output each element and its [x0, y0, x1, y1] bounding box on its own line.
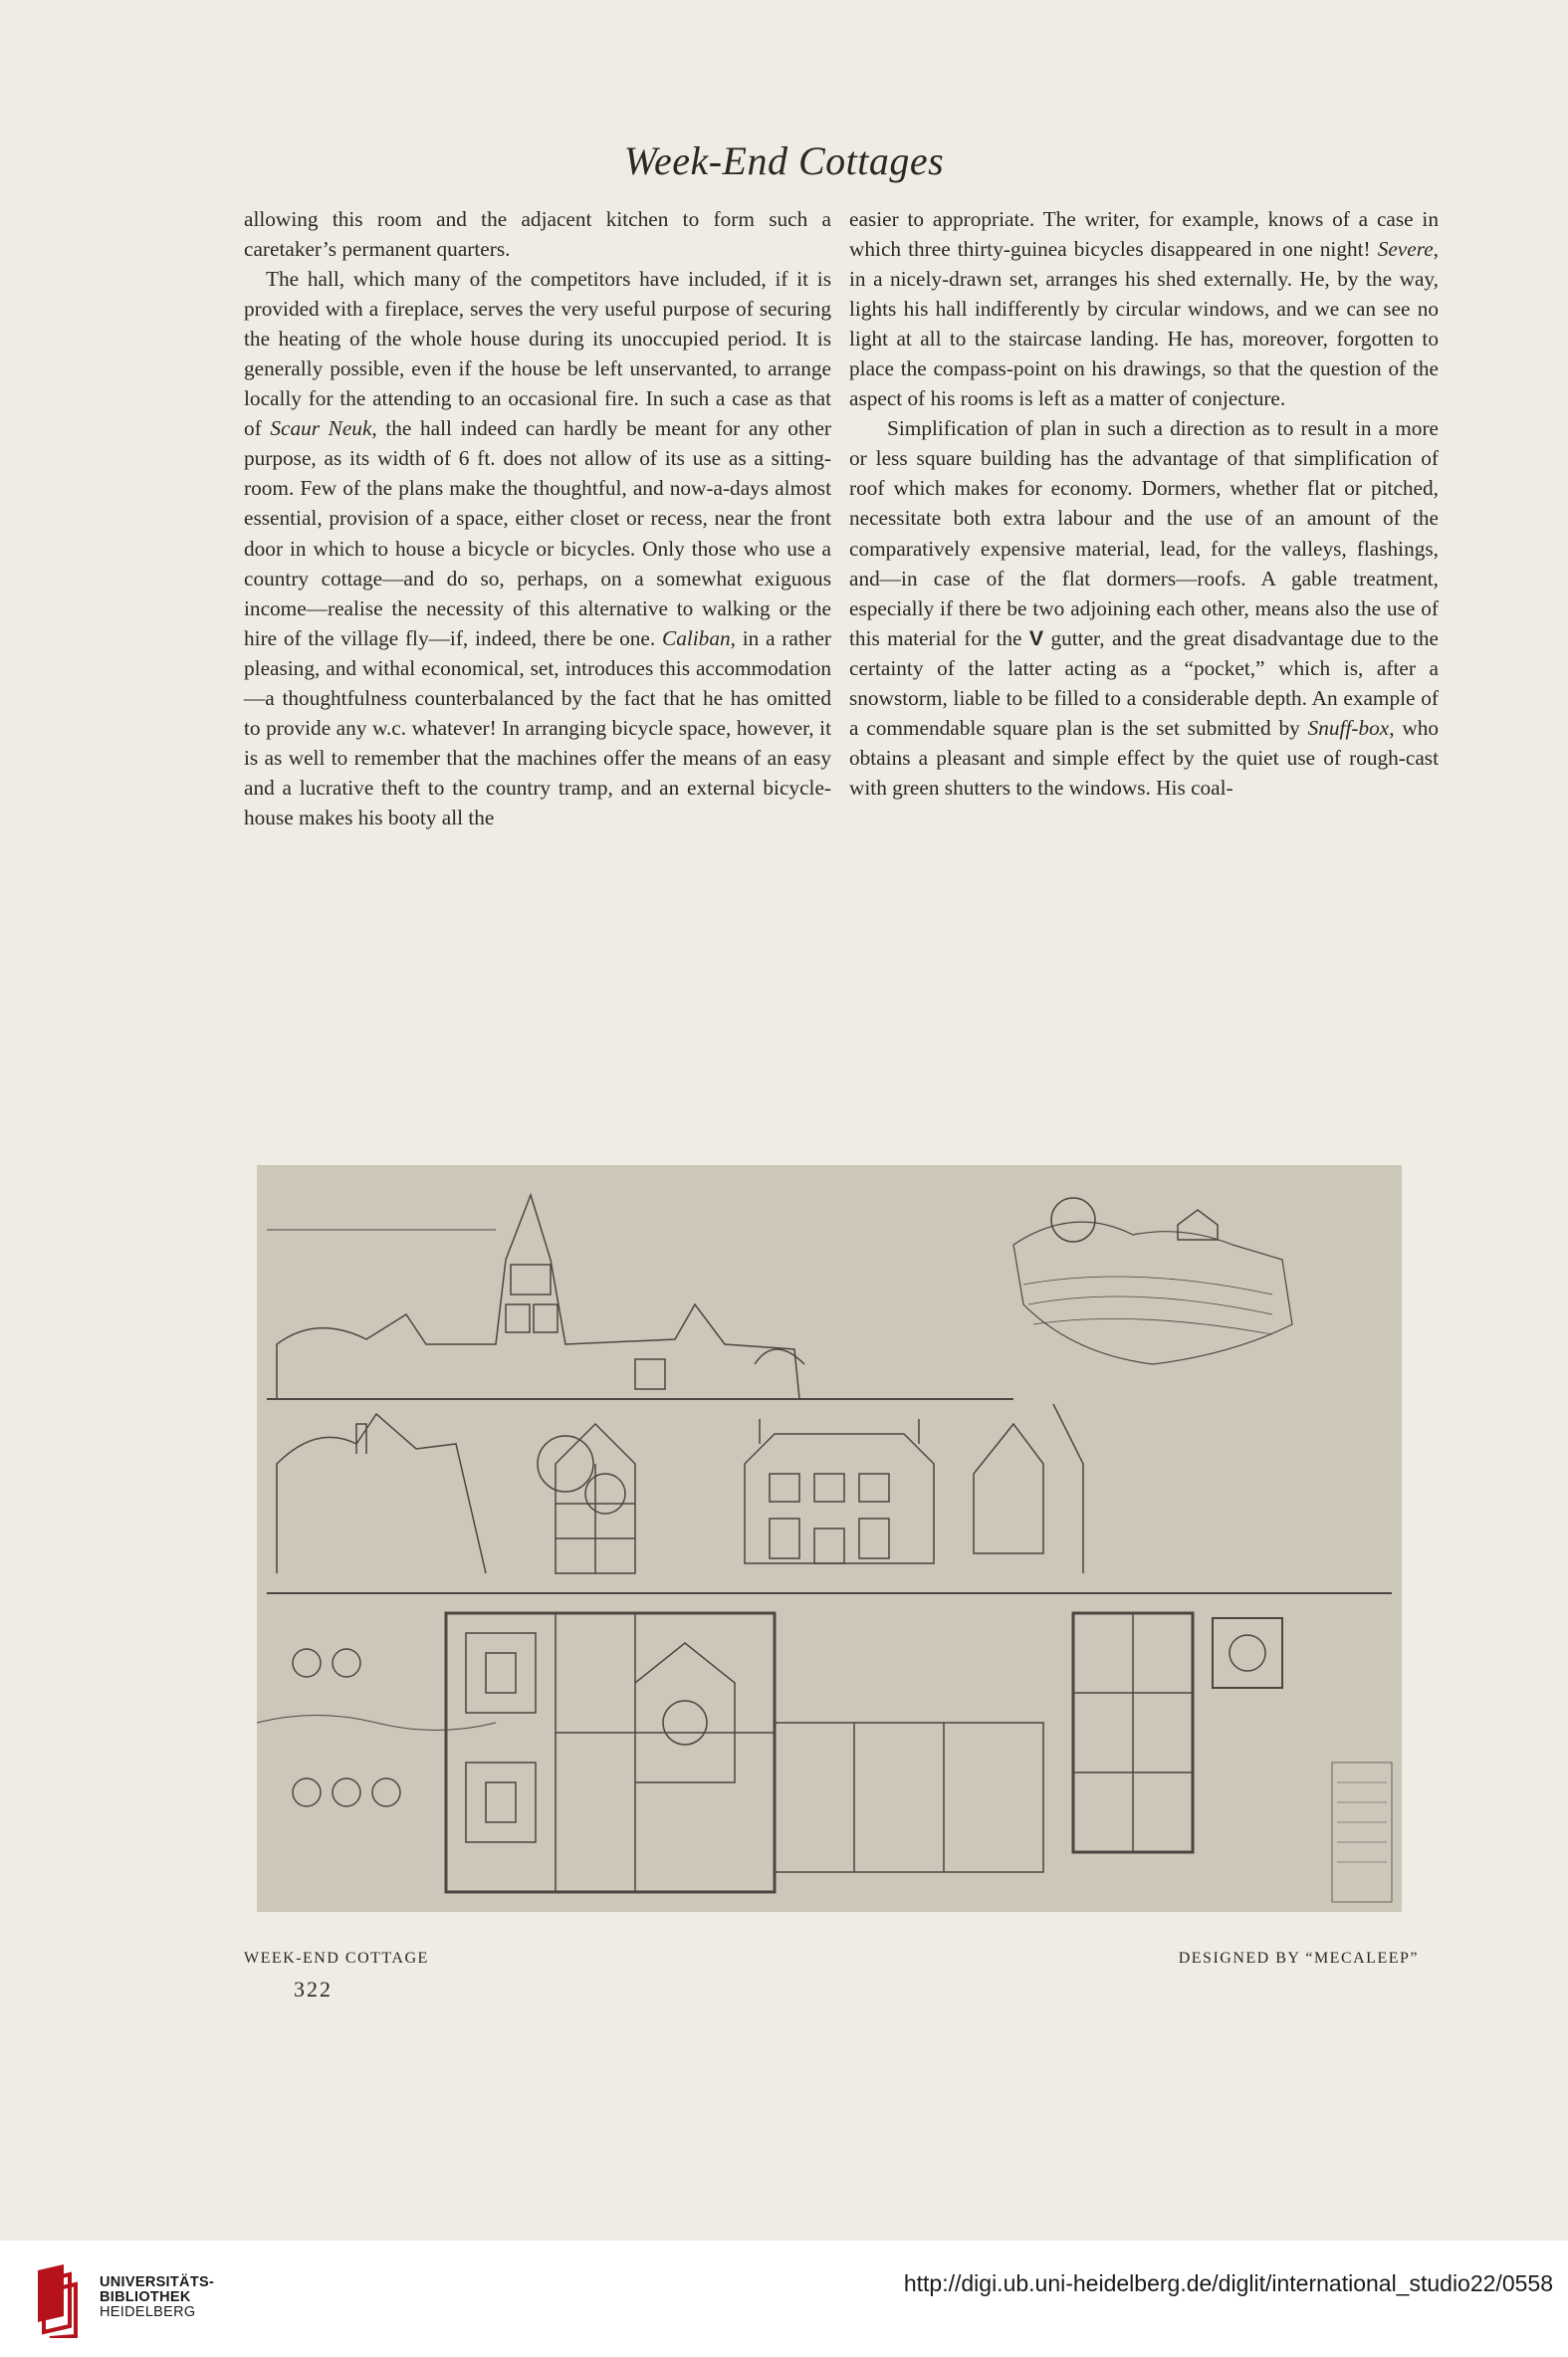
source-url-link[interactable]: http://digi.ub.uni-heidelberg.de/diglit/international_studio22/0558	[903, 2270, 1553, 2296]
library-footer-bar	[0, 2240, 1568, 2357]
architectural-drawing-plate	[257, 1165, 1402, 1912]
pseudonym: Snuff-box	[1307, 715, 1390, 740]
paragraph: The hall, which many of the competitors have included, if it is provided with a fireplace, serves the very useful purpose of securing the heating of the whole house during its unoccupied period. It is generally possible, even if the house be left unservanted, to arrange locally for the attending to an occasional fire. In such a case as that of Scaur Neuk, the hall indeed can hardly be meant for any other purpose, as its width of 6 ft. does not allow of its use as a sitting-room. Few of the plans make the thoughtful, and now-a-days almost essential, provision of a space, either closet or recess, near the front door in which to house a bicycle or bicycles. Only those who use a country cottage—and do so, perhaps, on a somewhat exiguous income—realise the necessity of this alternative to walking or the hire of the village fly—if, indeed, there be one. Caliban, in a rather pleasing, and withal economical, set, introduces this accommodation—a thoughtfulness counterbalanced by the fact that he has omitted to provide any w.c. whatever! In arranging bicycle space, however, it is as well to remember that the machines offer the means of an easy and a lucrative theft to the country tramp, and an external bicycle-house makes his booty all the	[244, 267, 831, 829]
paragraph: easier to appropriate. The writer, for example, knows of a case in which three thirty-guinea bicycles disappeared in one night! Severe, in a nicely-drawn set, arranges his shed externally. He, by the way, lights his hall indifferently by circular windows, and we can see no light at all to the staircase landing. He has, moreover, forgotten to place the compass-point on his drawings, so that the question of the aspect of his rooms is left as a matter of conjecture.	[849, 207, 1439, 411]
v-gutter-letter: V	[1028, 625, 1044, 650]
cottage-drawing-illustration	[257, 1165, 1402, 1912]
page-number: 322	[294, 1977, 333, 2002]
figure-caption-left: WEEK-END COTTAGE	[244, 1950, 429, 1967]
paragraph: allowing this room and the adjacent kitchen to form such a caretaker’s permanent quarters.	[244, 207, 831, 262]
right-text-column	[849, 204, 1439, 803]
source-url[interactable]	[904, 2270, 1553, 2297]
figure-caption-right: DESIGNED BY “MECALEEP”	[1178, 1950, 1419, 1967]
paragraph: Simplification of plan in such a direction as to result in a more or less square building has the advantage of that simplification of roof which makes for economy. Dormers, whether flat or pitched, necessitate both extra labour and the use of an amount of the comparatively expensive material, lead, for the valleys, flashings, and—in case of the flat dormers—roofs. A gable treatment, especially if there be two adjoining each other, means also the use of this material for the V gutter, and the great disadvantage due to the certainty of the latter acting as a “pocket,” which is, after a snowstorm, liable to be filled to a considerable depth. An example of a commendable square plan is the set submitted by Snuff-box, who obtains a pleasant and simple effect by the quiet use of rough-cast with green shutters to the windows. His coal-	[849, 416, 1440, 800]
library-name[interactable]: UNIVERSITÄTS- BIBLIOTHEK HEIDELBERG	[100, 2274, 215, 2320]
running-title: Week-End Cottages	[623, 138, 945, 183]
library-logo-icon[interactable]	[30, 2260, 90, 2338]
pseudonym: Caliban	[662, 625, 731, 650]
pseudonym: Scaur Neuk	[270, 416, 372, 441]
pseudonym: Severe	[1377, 237, 1434, 262]
left-text-column	[244, 204, 831, 832]
